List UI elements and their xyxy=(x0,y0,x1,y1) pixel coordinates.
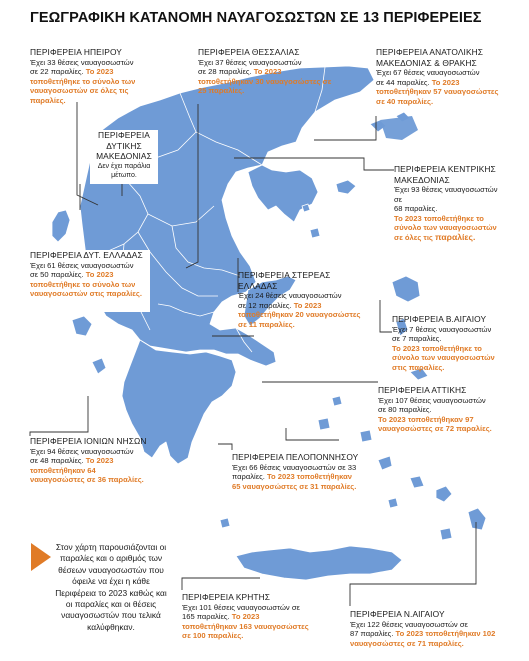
beaches-text: σε 44 παραλίες. xyxy=(376,77,432,87)
lesvos xyxy=(392,276,420,302)
crete xyxy=(236,546,402,580)
label-north-aegean xyxy=(392,314,510,372)
label-ionian-islands xyxy=(30,436,152,485)
no-coast-text: Δεν έχει παράλια xyxy=(97,162,151,170)
outcome-2023: Το 2023 τοποθετήθηκαν 163 ναυαγοσώστες σε 100 παραλίες. xyxy=(182,612,309,641)
positions-text: Έχει 122 θέσεις ναυαγοσωστών σε xyxy=(350,619,468,629)
region-name: ΠΕΡΙΦΕΡΕΙΑ ΘΕΣΣΑΛΙΑΣ xyxy=(198,47,300,57)
beaches-text: σε 7 παραλίες. xyxy=(392,334,442,344)
positions-text: Έχει 67 θέσεις ναυαγοσωστών xyxy=(376,68,480,77)
region-name: ΠΕΡΙΦΕΡΕΙΑ ΗΠΕΙΡΟΥ xyxy=(30,47,122,57)
region-name: ΠΕΡΙΦΕΡΕΙΑ ΚΡΗΤΗΣ xyxy=(182,592,271,602)
label-epirus xyxy=(30,47,165,105)
label-west-macedonia xyxy=(92,130,156,181)
beaches-text: 165 παραλίες. xyxy=(182,612,232,622)
label-thessaly xyxy=(198,47,333,96)
region-name: ΠΕΡΙΦΕΡΕΙΑ ΣΤΕΡΕΑΣ ΕΛΛΑΔΑΣ xyxy=(238,270,331,291)
beaches-text: σε 12 παραλίες. xyxy=(238,300,294,310)
label-peloponnese xyxy=(232,452,360,491)
outcome-2023: Το 2023 τοποθετήθηκε το σύνολο των ναυαγοσωστών σε όλες τις xyxy=(394,213,497,242)
no-coast-text-2: μέτωπο. xyxy=(111,172,137,180)
region-name: ΠΕΡΙΦΕΡΕΙΑ ΑΤΤΙΚΗΣ xyxy=(378,385,467,395)
positions-text: Έχει 107 θέσεις ναυαγοσωστών xyxy=(378,395,486,405)
positions-text: Έχει 101 θέσεις ναυαγοσωστών σε xyxy=(182,602,300,612)
lemnos xyxy=(336,180,356,194)
outcome-2023: Το 2023 τοποθετήθηκε το σύνολο των ναυαγοσωστών στις παραλίες. xyxy=(30,270,142,299)
region-name: ΠΕΡΙΦΕΡΕΙΑ ΠΕΛΟΠΟΝΝΗΣΟΥ xyxy=(232,452,359,462)
beaches-text: σε 22 παραλίες. xyxy=(30,67,86,77)
legend-text: Στον χάρτη παρουσιάζονται οι παραλίες και ο αριθμός των θέσεων ναυαγοσωστών που όφειλε να έχει η κάθε Περιφέρεια το 2023 καθώς και οι παραλίες και οι θέσεις ναυαγοσωστών που τελικά καλύφθηκαν. xyxy=(55,542,167,632)
label-west-greece xyxy=(30,250,150,299)
legend-arrow-icon xyxy=(31,543,51,571)
label-east-macedonia-thrace xyxy=(376,47,506,106)
positions-text: Έχει 37 θέσεις ναυαγοσωστών xyxy=(198,57,302,67)
region-name: ΠΕΡΙΦΕΡΕΙΑ ΑΝΑΤΟΛΙΚΗΣ ΜΑΚΕΔΟΝΙΑΣ & ΘΡΑΚΗΣ xyxy=(376,47,484,68)
outcome-2023: Το 2023 τοποθετήθηκαν 57 ναυαγοσώστες σε 40 παραλίες. xyxy=(376,77,499,106)
label-attica xyxy=(378,385,506,434)
region-name: ΠΕΡΙΦΕΡΕΙΑ ΔΥΤΙΚΗΣ ΜΑΚΕΔΟΝΙΑΣ xyxy=(96,130,152,161)
island-markers xyxy=(380,116,418,140)
rhodes xyxy=(468,508,486,530)
corfu xyxy=(52,210,70,242)
label-central-macedonia xyxy=(394,164,506,243)
region-name: ΠΕΡΙΦΕΡΕΙΑ ΙΟΝΙΩΝ ΝΗΣΩΝ xyxy=(30,436,147,446)
region-name: ΠΕΡΙΦΕΡΕΙΑ Β.ΑΙΓΑΙΟΥ xyxy=(392,314,487,324)
outcome-2023: Το 2023 τοποθετήθηκαν 20 ναυαγοσώστες σε 11 παραλίες. xyxy=(238,300,361,329)
beaches-text: σε 28 παραλίες. xyxy=(198,67,254,77)
region-name: ΠΕΡΙΦΕΡΕΙΑ ΚΕΝΤΡΙΚΗΣ ΜΑΚΕΔΟΝΙΑΣ xyxy=(394,164,496,185)
region-name: ΠΕΡΙΦΕΡΕΙΑ Ν.ΑΙΓΑΙΟΥ xyxy=(350,609,445,619)
positions-text: Έχει 93 θέσεις ναυαγοσωστών σε xyxy=(394,185,498,204)
positions-text: Έχει 24 θέσεις ναυαγοσωστών xyxy=(238,291,342,300)
positions-text: Έχει 33 θέσεις ναυαγοσωστών xyxy=(30,57,134,67)
beaches-text: σε 50 παραλίες. xyxy=(30,270,86,280)
page-title: ΓΕΩΓΡΑΦΙΚΗ ΚΑΤΑΝΟΜΗ ΝΑΥΑΓΟΣΩΣΤΩΝ ΣΕ 13 ΠΕΡΙΦΕΡΕΙΕΣ xyxy=(30,10,482,26)
kefalonia xyxy=(72,316,92,336)
label-central-greece xyxy=(238,270,368,329)
outcome-2023: Το 2023 τοποθετήθηκε το σύνολο των ναυαγοσωστών στις παραλίες. xyxy=(392,343,495,372)
beaches-text: σε 80 παραλίες. xyxy=(378,405,432,415)
outcome-2023: Το 2023 τοποθετήθηκαν 102 ναυαγοσώστες σε 71 παραλίες. xyxy=(350,629,496,648)
outcome-2023: Το 2023 τοποθετήθηκε το σύνολο των ναυαγοσωστών σε όλες τις παραλίες. xyxy=(30,67,136,105)
outcome-2023: Το 2023 τοποθετήθηκαν 30 ναυαγοσώστες σε 25 παραλίες. xyxy=(198,67,332,96)
outcome-2023: Το 2023 τοποθετήθηκαν 97 ναυαγοσώστες σε 72 παραλίες. xyxy=(378,414,492,434)
beaches-text: 68 παραλίες. xyxy=(394,204,438,214)
beaches-text: σε 48 παραλίες. xyxy=(30,456,86,466)
beaches-text: 87 παραλίες. xyxy=(350,629,396,639)
positions-text: Έχει 7 θέσεις ναυαγοσωστών xyxy=(392,324,492,334)
zakynthos xyxy=(92,358,106,374)
label-south-aegean xyxy=(350,609,500,648)
positions-text: Έχει 61 θέσεις ναυαγοσωστών xyxy=(30,260,134,270)
positions-text: Έχει 66 θέσεις ναυαγοσωστών σε 33 xyxy=(232,462,357,472)
outcome-2023-cont: παραλίες. xyxy=(435,231,476,242)
label-crete xyxy=(182,592,312,641)
region-name: ΠΕΡΙΦΕΡΕΙΑ ΔΥΤ. ΕΛΛΑΔΑΣ xyxy=(30,250,143,260)
outcome-2023: Το 2023 τοποθετήθηκαν 65 ναυαγοσώστες σε 31 παραλίες. xyxy=(232,472,357,491)
positions-text: Έχει 94 θέσεις ναυαγοσωστών xyxy=(30,446,134,456)
chalkidiki xyxy=(248,165,318,222)
outcome-2023: Το 2023 τοποθετήθηκαν 64 ναυαγοσώστες σε 36 παραλίες. xyxy=(30,456,144,485)
beaches-text: παραλίες. xyxy=(232,472,267,482)
